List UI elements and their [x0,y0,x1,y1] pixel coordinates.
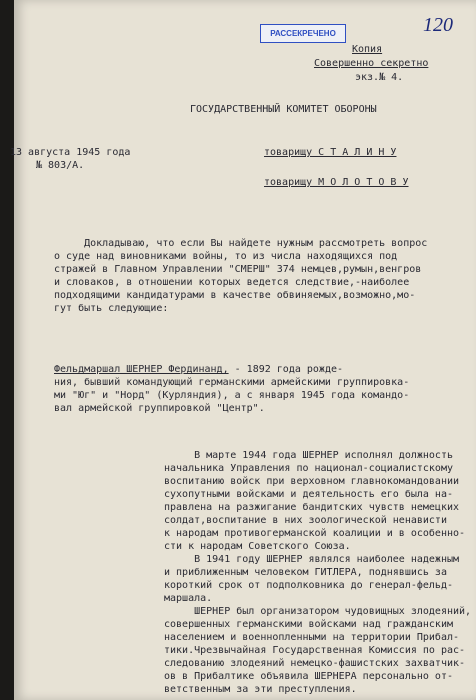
document-date: 13 августа 1945 года [10,147,131,158]
text-line: к народам противогерманской коалиции и в особенно- [164,528,466,539]
text-line: стражей в Главном Управлении "СМЕРШ" 374 немцев,румын,венгров [54,264,422,275]
text-line: совершенных германскими войсками над гражданским [164,619,453,630]
person-birth: - 1892 года рожде- [228,364,343,375]
text-line: о суде над виновниками войны, то из числа находящихся под [54,251,398,262]
recipient-stalin: товарищу С Т А Л И Н У [264,147,397,158]
text-line: вал армейской группировкой "Центр". [54,403,265,414]
text-line: следованию злодеяний немецко-фашистских захватчик- [164,658,466,669]
text-line: ния, бывший командующий германскими армейскими группировка- [54,377,410,388]
recipient-molotov: товарищу М О Л О Т О В У [264,177,409,188]
text-line: В 1941 году ШЕРНЕР являлся наиболее надежным [164,554,460,565]
intro-paragraph [54,237,427,315]
text-line: ми "Юг" и "Норд" (Курляндия), а с января 1945 года командо- [54,390,410,401]
document-page [10,0,476,700]
text-line [54,363,409,376]
text-line: ветственным за эти преступления. [164,684,357,695]
text-line: маршала. [164,593,213,604]
exemplar-label: экз.№ 4. [355,72,404,83]
text-line: гут быть следующие: [54,303,169,314]
text-line: и словаков, в отношении которых ведется следствие,-наиболее [54,277,410,288]
copy-label: Копия [352,44,383,55]
committee-title: ГОСУДАРСТВЕННЫЙ КОМИТЕТ ОБОРОНЫ [190,104,377,115]
biography-paragraph [164,449,471,696]
text-line: солдат,воспитание в них зоологической ненависти [164,515,447,526]
text-line: и приближенным человеком ГИТЛЕРА, поднявшись за [164,567,447,578]
page-number: 120 [423,14,453,36]
text-line: тики.Чрезвычайная Государственная Комиссия по рас- [164,645,466,656]
text-line: В марте 1944 года ШЕРНЕР исполнял должность [164,450,453,461]
document-number: № 803/А. [36,160,85,171]
declassified-stamp: РАССЕКРЕЧЕНО [260,24,346,43]
text-line: ов в Прибалтике объявила ШЕРНЕРА персонально от- [164,671,453,682]
text-line: ШЕРНЕР был организатором чудовищных злодеяний, [164,606,472,617]
person-name: Фельдмаршал ШЕРНЕР Фердинанд, [54,364,229,375]
text-line: подходящими кандидатурами в качестве обвиняемых,возможно,мо- [54,290,416,301]
text-line: короткий срок от подполковника до генерал-фельд- [164,580,453,591]
secrecy-label: Совершенно секретно [314,58,429,69]
text-line: начальника Управления по национал-социалистскому [164,463,453,474]
text-line: сти к народам Советского Союза. [164,541,351,552]
text-line: воспитанию войск при верховном главнокомандовании [164,476,460,487]
person-paragraph [54,363,409,415]
text-line: населением и военнопленными на территории Прибал- [164,632,460,643]
text-line: сухопутными войсками и деятельность его была на- [164,489,453,500]
text-line: Докладываю, что если Вы найдете нужным рассмотреть вопрос [54,238,428,249]
text-line: правлена на разжигание бандитских чувств немецких [164,502,460,513]
